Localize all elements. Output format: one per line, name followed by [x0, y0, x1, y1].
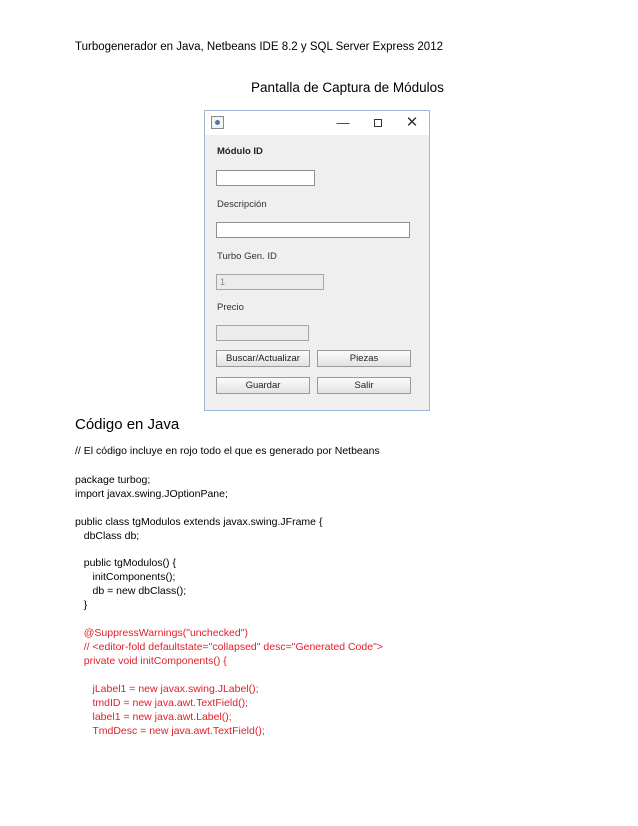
code-line: // El código incluye en rojo todo el que es generado por Netbeans [75, 445, 380, 457]
code-line: } [75, 599, 88, 611]
java-app-icon[interactable] [211, 116, 224, 129]
code-line: TmdDesc = new java.awt.TextField(); [75, 725, 265, 737]
modulo-id-field[interactable] [216, 170, 315, 186]
code-line: tmdID = new java.awt.TextField(); [75, 697, 249, 709]
close-button[interactable]: ✕ [405, 114, 419, 131]
document-title-text: Pantalla de Captura de Módulos [251, 80, 444, 95]
code-line: @SuppressWarnings("unchecked") [75, 627, 248, 639]
window-titlebar [205, 111, 429, 135]
code-line: private void initComponents() { [75, 655, 227, 667]
code-line: dbClass db; [75, 530, 140, 542]
piezas-button[interactable]: Piezas [317, 350, 411, 367]
section-title: Código en Java [75, 416, 180, 433]
precio-field[interactable] [216, 325, 309, 341]
salir-button[interactable]: Salir [317, 377, 411, 394]
turbo-gen-id-field[interactable]: 1 [216, 274, 324, 290]
label-turbo-gen-id: Turbo Gen. ID [217, 251, 277, 262]
code-line: initComponents(); [75, 571, 176, 583]
guardar-button[interactable]: Guardar [216, 377, 310, 394]
code-line: label1 = new java.awt.Label(); [75, 711, 232, 723]
swing-window [204, 110, 430, 411]
code-line: package turbog; [75, 474, 151, 486]
label-precio: Precio [217, 302, 244, 313]
document-title [0, 80, 638, 95]
label-descripcion: Descripción [217, 199, 267, 210]
label-modulo-id: Módulo ID [217, 146, 263, 157]
descripcion-field[interactable] [216, 222, 410, 238]
code-line: public tgModulos() { [75, 557, 176, 569]
document-header: Turbogenerador en Java, Netbeans IDE 8.2 y SQL Server Express 2012 [75, 41, 443, 53]
code-line: // <editor-fold defaultstate="collapsed" desc="Generated Code"> [75, 641, 383, 653]
code-line: jLabel1 = new javax.swing.JLabel(); [75, 683, 259, 695]
code-line: public class tgModulos extends javax.swing.JFrame { [75, 516, 323, 528]
buscar-actualizar-button[interactable]: Buscar/Actualizar [216, 350, 310, 367]
code-line: import javax.swing.JOptionPane; [75, 488, 228, 500]
maximize-button[interactable] [369, 114, 387, 132]
minimize-button[interactable]: — [336, 115, 350, 130]
code-line: db = new dbClass(); [75, 585, 187, 597]
